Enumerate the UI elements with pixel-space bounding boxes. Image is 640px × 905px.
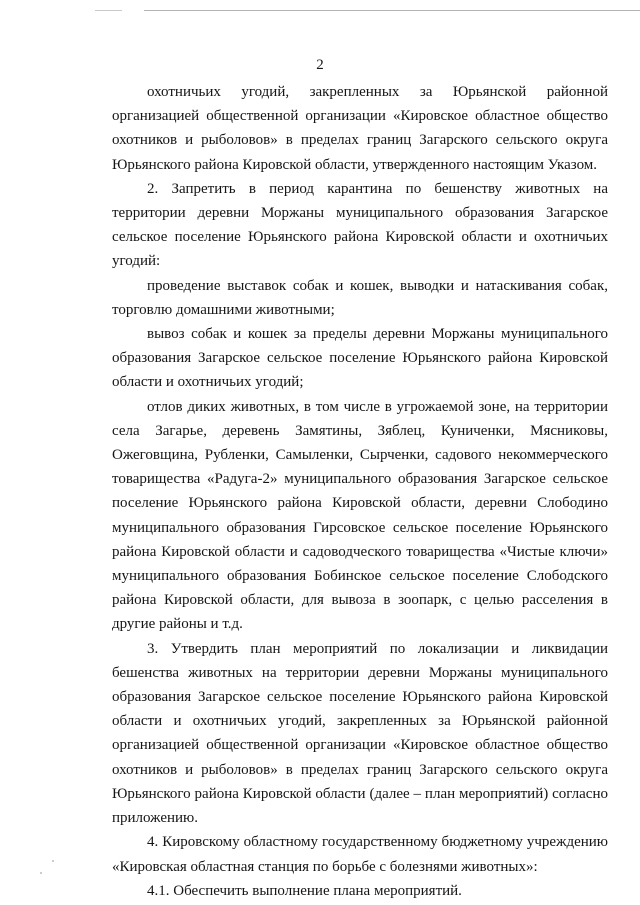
paragraph-subitem-export: вывоз собак и кошек за пределы деревни Моржаны муниципального образования Загарское сельское поселение Юрьянского района Кировской области и охотничьих угодий;: [112, 326, 608, 391]
scan-speck: [52, 860, 54, 862]
paragraph-continuation: охотничьих угодий, закрепленных за Юрьянской районной организацией общественной организации «Кировское областное общество охотников и рыболовов» в пределах границ Загарского сельского округа Юрьянского района Кировской области, утвержденного настоящим Указом.: [112, 84, 608, 173]
scan-speck: [40, 872, 42, 874]
paragraph-item-2: 2. Запретить в период карантина по бешенству животных на территории деревни Моржаны муниципального образования Загарское сельское поселение Юрьянского района Кировской области и охотничьих угодий:: [112, 180, 608, 270]
paragraph-subitem-capture: отлов диких животных, в том числе в угрожаемой зоне, на территории села Загарье, деревень Замятины, Зяблец, Куниченки, Мясниковы, Ожеговщина, Рубленки, Самыленки, Сырченки, садового некоммерческого товарищества «Радуга-2» муниципального образования Загарское сельское поселение Юрьянского района Кировской области, деревни Слободино муниципального образования Гирсовское сельское поселение Юрьянского района Кировской области и садоводческого товарищества «Чистые ключи» муниципального образования Бобинское сельское поселение Слободского района Кировской области, для вывоза в зоопарк, с целью расселения в другие районы и т.д.: [112, 398, 608, 633]
scan-edge-line: [95, 10, 640, 11]
page-number: 2: [316, 57, 324, 73]
paragraph-item-4: 4. Кировскому областному государственному бюджетному учреждению «Кировская областная станция по борьбе с болезнями животных»:: [112, 834, 608, 875]
paragraph-item-4-1: 4.1. Обеспечить выполнение плана мероприятий.: [147, 882, 462, 899]
document-body: [112, 80, 608, 903]
paragraph-item-3: 3. Утвердить план мероприятий по локализации и ликвидации бешенства животных на территории деревни Моржаны муниципального образования Загарское сельское поселение Юрьянского района Кировской области и охотничьих угодий, закрепленных за Юрьянской районной организацией общественной организации «Кировское областное общество охотников и рыболовов» в пределах границ Загарского сельского округа Юрьянского района Кировской области (далее – план мероприятий) согласно приложению.: [112, 640, 608, 827]
paragraph-subitem-exhibitions: проведение выставок собак и кошек, выводки и натаскивания собак, торговлю домашними животными;: [112, 277, 608, 318]
